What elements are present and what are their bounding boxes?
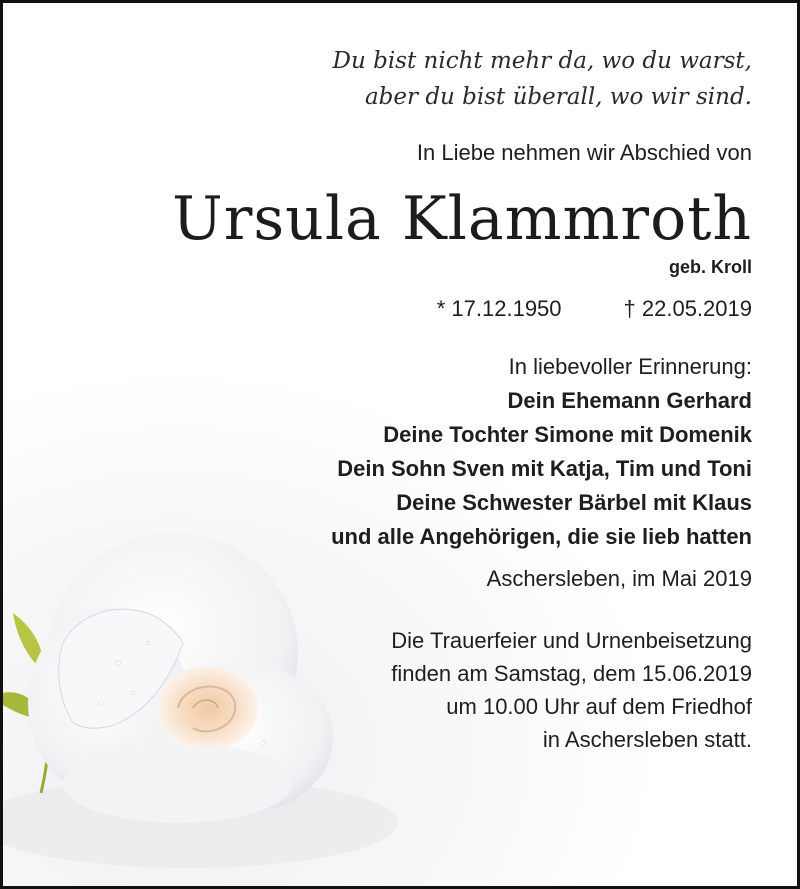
birth-name: geb. Kroll	[668, 257, 752, 277]
mourner-line: Dein Ehemann Gerhard	[507, 388, 752, 413]
farewell-intro: In Liebe nehmen wir Abschied von	[416, 140, 752, 165]
ceremony-line: Die Trauerfeier und Urnenbeisetzung	[391, 628, 752, 653]
birth-date: * 17.12.1950	[436, 296, 562, 321]
mourners-list	[172, 384, 752, 554]
memory-heading: In liebevoller Erinnerung:	[508, 354, 752, 379]
death-date: † 22.05.2019	[623, 296, 752, 321]
notice-text	[172, 43, 752, 756]
quote-line: Du bist nicht mehr da, wo du warst,	[332, 48, 752, 74]
mourner-line: Deine Schwester Bärbel mit Klaus	[396, 490, 752, 515]
ceremony-line: finden am Samstag, dem 15.06.2019	[391, 661, 752, 686]
mourner-line: Deine Tochter Simone mit Domenik	[383, 422, 752, 447]
deceased-name: Ursula Klammroth	[172, 184, 752, 254]
mourner-line: Dein Sohn Sven mit Katja, Tim und Toni	[337, 456, 752, 481]
quote-line: aber du bist überall, wo wir sind.	[364, 84, 752, 110]
ceremony-details	[172, 624, 752, 756]
place-date: Aschersleben, im Mai 2019	[486, 566, 752, 591]
mourner-line: und alle Angehörigen, die sie lieb hatten	[331, 524, 752, 549]
life-dates	[172, 294, 752, 324]
ceremony-line: um 10.00 Uhr auf dem Friedhof	[446, 694, 752, 719]
memorial-quote	[172, 43, 752, 115]
ceremony-line: in Aschersleben statt.	[542, 727, 752, 752]
